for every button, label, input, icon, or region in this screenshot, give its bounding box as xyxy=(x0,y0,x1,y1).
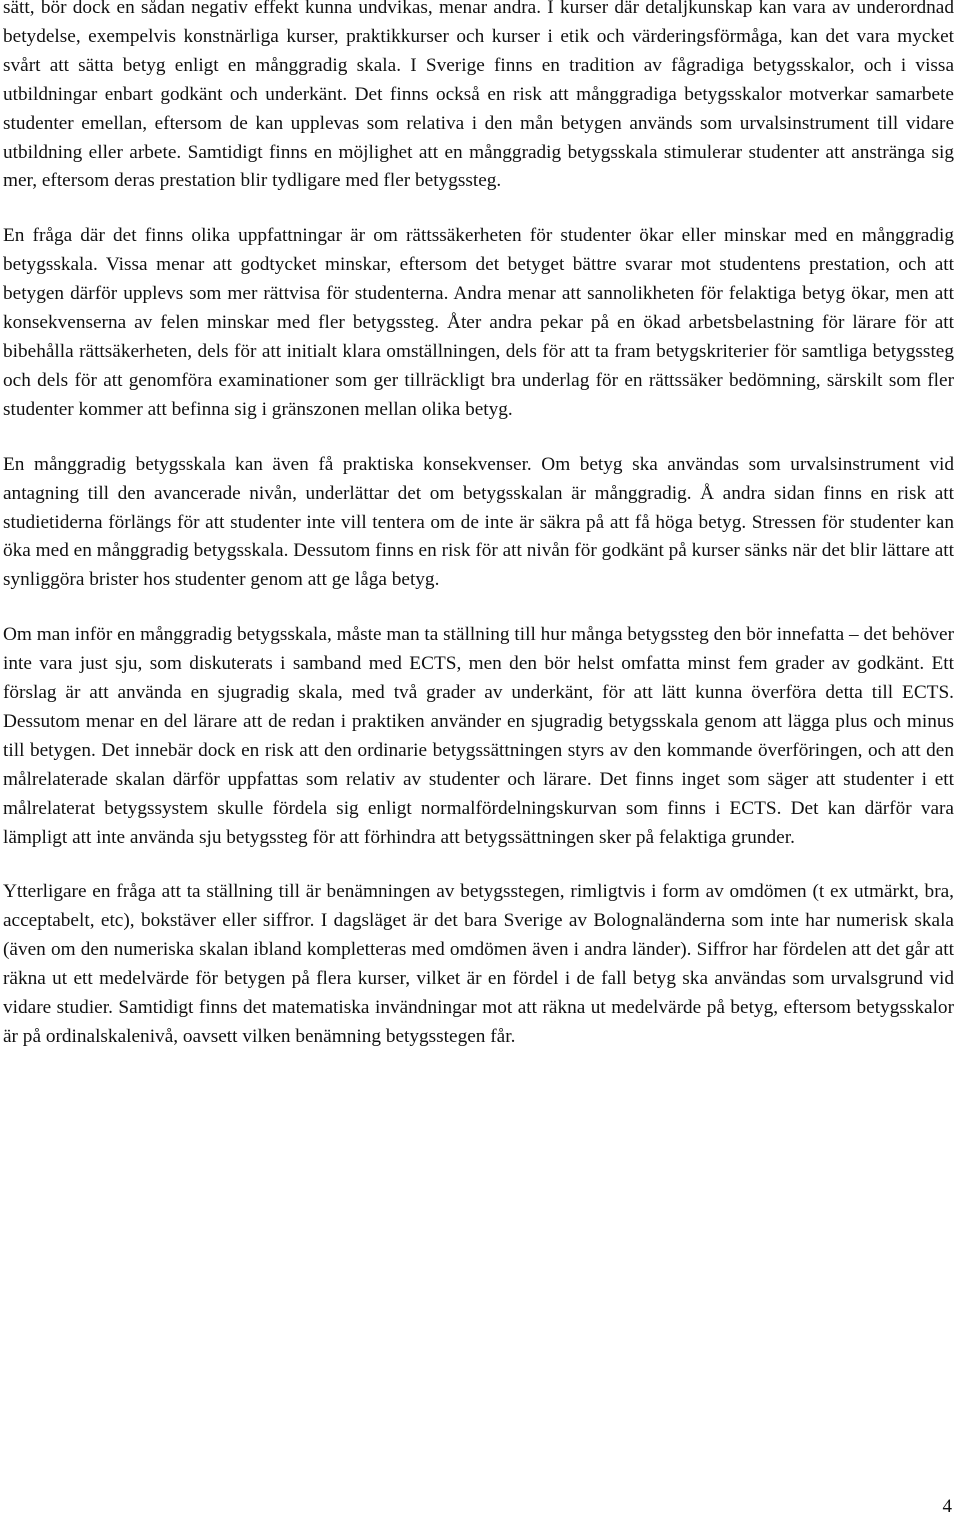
paragraph-3: En månggradig betygsskala kan även få praktiska konsekvenser. Om betyg ska användas som urvalsinstrument vid antagning till den avancerade nivån, underlättar det om betygsskalan är månggradig. Å andra sidan finns en risk att studietiderna förlängs för att studenter inte vill tentera om de inte är säkra på att få höga betyg. Stressen för studenter kan öka med en månggradig betygsskala. Dessutom finns en risk för att nivån för godkänt på kurser sänks när det blir lättare att synliggöra brister hos studenter genom att ge låga betyg. xyxy=(3,453,954,591)
paragraph-5: Ytterligare en fråga att ta ställning till är benämningen av betygsstegen, rimligtvis i form av omdömen (t ex utmärkt, bra, acceptabelt, etc), bokstäver eller siffror. I dagsläget är det bara Sverige av Bolognaländerna som inte har numerisk skala (även om den numeriska skalan ibland kompletteras med omdömen även i andra länder). Siffror har fördelen att det går att räkna ut ett medelvärde för betygen på flera kurser, vilket är en fördel i de fall betyg ska användas som urvalsgrund vid vidare studier. Samtidigt finns det matematiska invändningar mot att räkna ut medelvärde på betyg, eftersom betygsskalor är på ordinalskalenivå, oavsett vilken benämning betygsstegen får. xyxy=(3,881,954,1047)
paragraph-2: En fråga där det finns olika uppfattningar är om rättssäkerheten för studenter ökar eller minskar med en månggradig betygsskala. Vissa menar att godtycket minskar, eftersom det betyget bättre svarar mot studentens prestation, och att betygen därför upplevs som mer rättvisa för studenterna. Andra menar att sannolikheten för felaktiga betyg ökar, men att konsekvenserna av felen minskar med fler betygssteg. Åter andra pekar på en ökad arbetsbelastning för lärare för att bibehålla rättsäkerheten, dels för att initialt klara omställningen, dels för att ta fram betygskriterier för samtliga betygssteg och dels för att genomföra examinationer som ger tillräckligt bra underlag för en rättssäker bedömning, särskilt som fler studenter kommer att befinna sig i gränszonen mellan olika betyg. xyxy=(3,225,954,420)
paragraph-1: sätt, bör dock en sådan negativ effekt kunna undvikas, menar andra. I kurser där detaljkunskap kan vara av underordnad betydelse, exempelvis konstnärliga kurser, praktikkurser och kurser i etik och värderingsförmåga, kan det vara mycket svårt att sätta betyg enligt en månggradig skala. I Sverige finns en tradition av fågradiga betygsskalor, och i vissa utbildningar enbart godkänt och underkänt. Det finns också en risk att månggradiga betygsskalor motverkar samarbete studenter emellan, eftersom de kan upplevas som relativa i den mån betygen används som urvalsinstrument till vidare utbildning eller arbete. Samtidigt finns en möjlighet att en månggradig betygsskala stimulerar studenter att anstränga sig mer, eftersom deras prestation blir tydligare med fler betygssteg. xyxy=(3,0,954,192)
paragraph-4: Om man inför en månggradig betygsskala, måste man ta ställning till hur många betygssteg den bör innefatta – det behöver inte vara just sju, som diskuterats i samband med ECTS, men den bör helst omfatta minst fem grader av godkänt. Ett förslag är att använda en sjugradig skala, med två grader av underkänt, för att lätt kunna överföra detta till ECTS. Dessutom menar en del lärare att de redan i praktiken använder en sjugradig betygsskala genom att lägga plus och minus till betygen. Det innebär dock en risk att den ordinarie betygssättningen styrs av den kommande överföringen, och att den målrelaterade skalan därför uppfattas som relativ av studenter och lärare. Det finns inget som säger att studenter i ett målrelaterat betygssystem skulle fördela sig enligt normalfördelningskurvan som finns i ECTS. Det kan därför vara lämpligt att inte använda sju betygssteg för att förhindra att betygssättningen sker på felaktiga grunder. xyxy=(3,624,954,848)
document-page xyxy=(3,0,954,1078)
page-number: 4 xyxy=(942,1496,952,1517)
